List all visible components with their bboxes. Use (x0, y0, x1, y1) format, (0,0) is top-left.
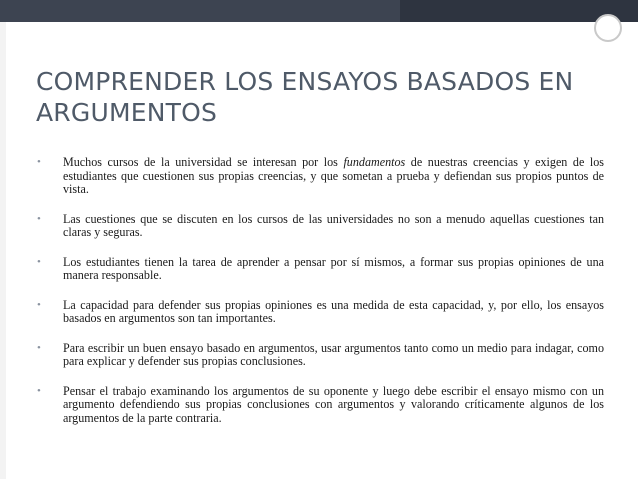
bullet-item (36, 256, 604, 283)
bullet-text: Los estudiantes tienen la tarea de aprender a pensar por sí mismos, a formar sus propias opiniones de una manera responsable. (63, 254, 604, 282)
bullet-text (63, 155, 604, 196)
bullet-text: La capacidad para defender sus propias opiniones es una medida de esta capacidad, y, por ello, los ensayos basados en argumentos son tan importantes. (63, 297, 604, 325)
left-rule (0, 22, 6, 479)
bullet-list (36, 156, 604, 441)
bullet-dot-icon: • (37, 298, 41, 311)
bullet-item (36, 213, 604, 240)
bullet-text-part: de nuestras creencias y exigen de los estudiantes que cuestionen sus propias creencias, y que sometan a prueba y defiendan sus propios puntos de vista. (63, 155, 605, 196)
bullet-item (36, 342, 604, 369)
bullet-dot-icon: • (37, 341, 41, 354)
bullet-dot-icon: • (37, 255, 41, 268)
bullet-text: Las cuestiones que se discuten en los cursos de las universidades no son a menudo aquellas cuestiones tan claras y seguras. (63, 211, 604, 239)
slide-title-line-2: ARGUMENTOS (36, 98, 218, 127)
slide-title-line-1: COMPRENDER LOS ENSAYOS BASADOS EN (36, 67, 574, 96)
bullet-item (36, 299, 604, 326)
bullet-dot-icon: • (37, 212, 41, 225)
bullet-text: Para escribir un buen ensayo basado en argumentos, usar argumentos tanto como un medio para indagar, como para explicar y defender sus propias conclusiones. (63, 340, 604, 368)
bullet-dot-icon: • (37, 384, 41, 397)
bullet-dot-icon: • (37, 156, 41, 168)
corner-circle-icon (594, 14, 622, 42)
slide-title (36, 66, 616, 128)
bullet-text-part: Muchos cursos de la universidad se interesan por los (63, 155, 344, 169)
bullet-emphasis: fundamentos (343, 155, 406, 169)
bullet-item (36, 385, 604, 426)
bullet-text: Pensar el trabajo examinando los argumentos de su oponente y luego debe escribir el ensayo mismo con un argumento defendiendo sus propias conclusiones con argumentos y valorando críticamente algunos de los argumentos de la parte contraria. (63, 383, 604, 425)
bullet-item (36, 156, 604, 197)
